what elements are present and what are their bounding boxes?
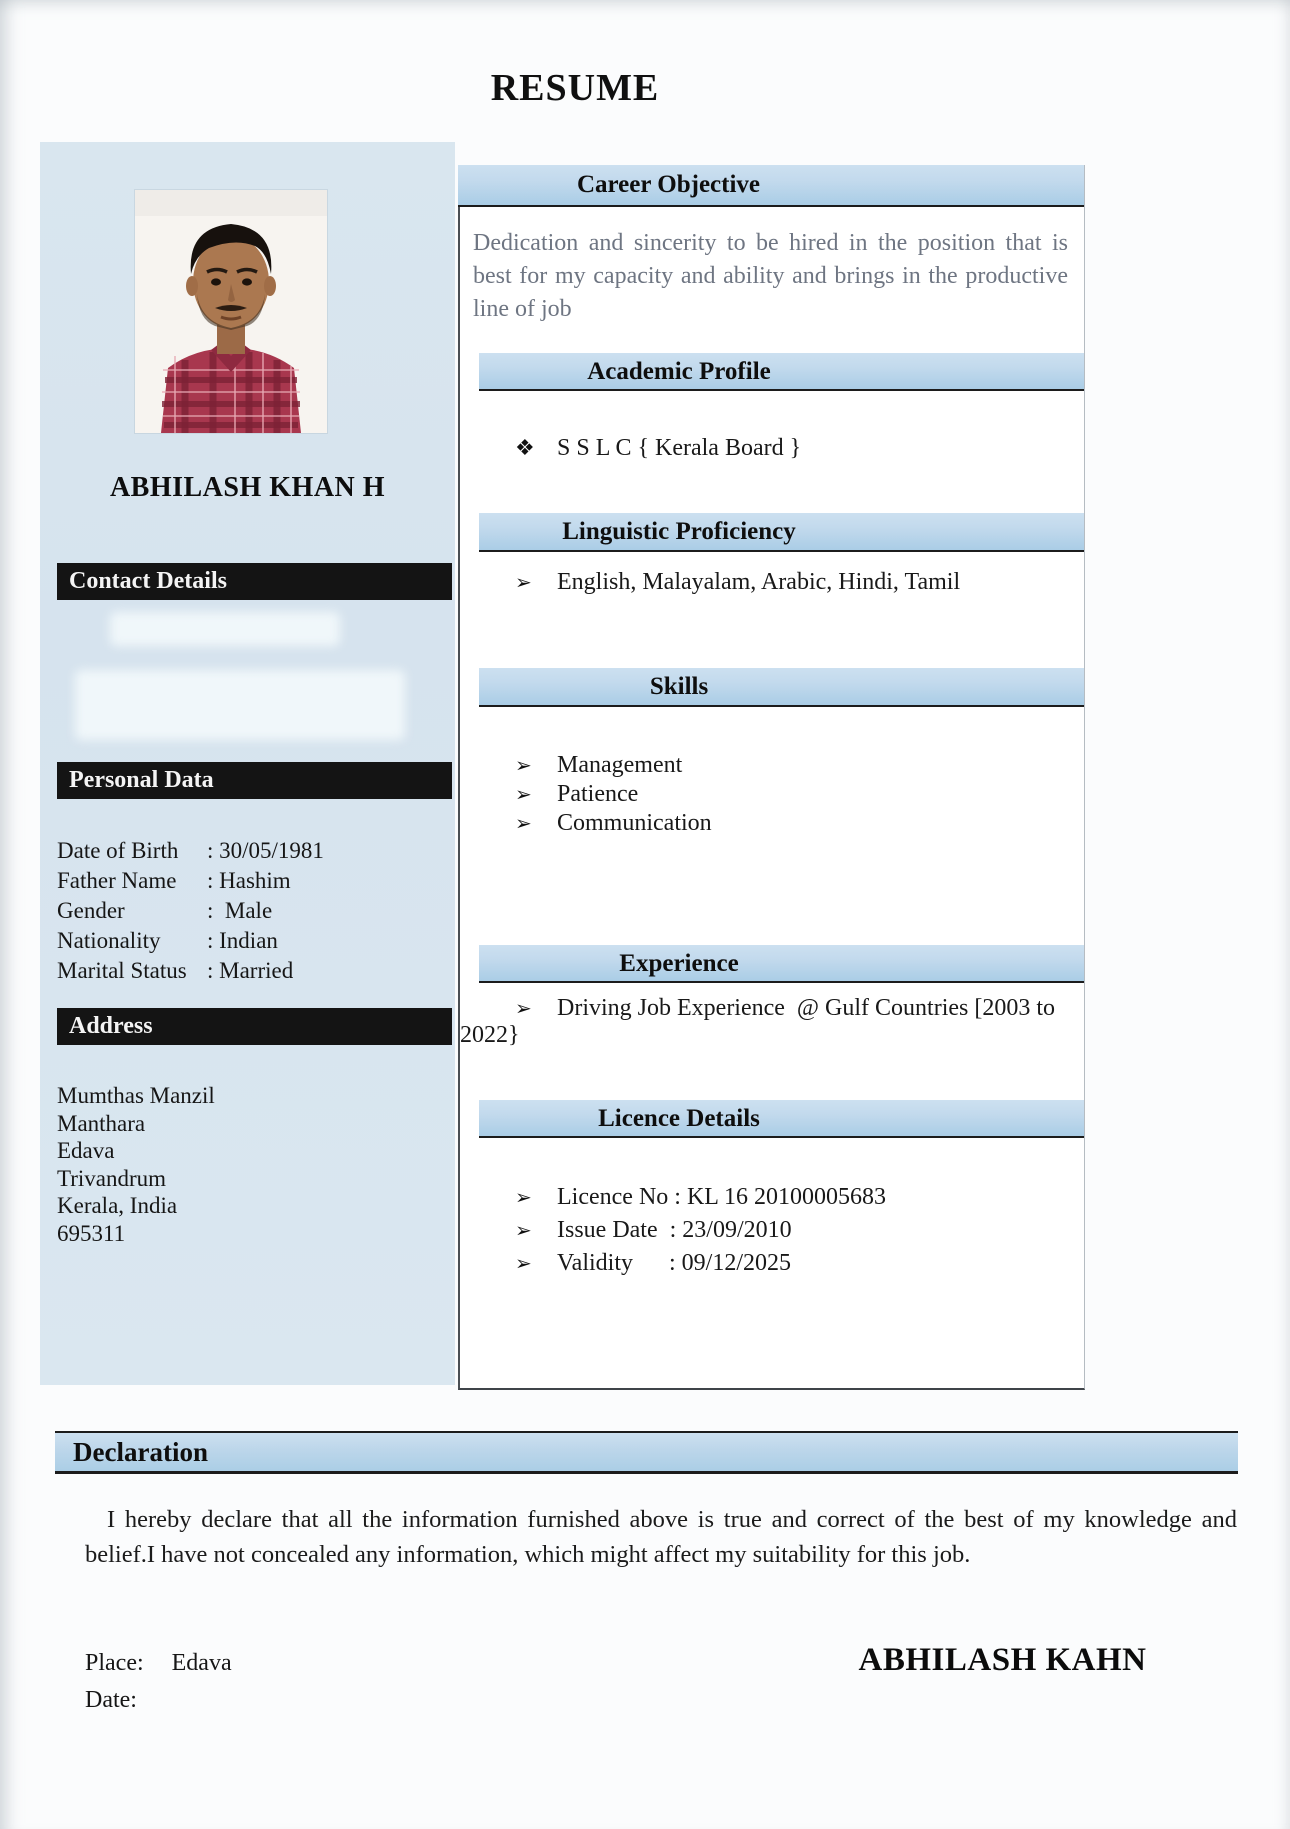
- field-label: Date of Birth: [57, 838, 179, 863]
- field-label: Marital Status: [57, 958, 187, 983]
- field-value: : Male: [207, 898, 273, 923]
- list-item: [460, 780, 1084, 809]
- section-header-academic-profile: Academic Profile: [479, 353, 1084, 391]
- arrow-bullet-icon: ➢: [515, 996, 532, 1020]
- place-date-block: [85, 1645, 232, 1719]
- signature-name: ABHILASH KAHN: [858, 1642, 1147, 1678]
- list-item-text: Validity : 09/12/2025: [557, 1250, 791, 1276]
- address-line: Edava: [57, 1138, 115, 1163]
- sidebar: [40, 142, 455, 1385]
- arrow-bullet-icon: ➢: [515, 570, 532, 594]
- arrow-bullet-icon: ➢: [515, 1218, 532, 1242]
- address-line: 695311: [57, 1220, 126, 1246]
- list-item-text: Communication: [557, 810, 712, 836]
- date-label: Date:: [85, 1687, 137, 1713]
- contact-details-header: Contact Details: [57, 563, 452, 600]
- field-value: : Married: [207, 958, 294, 983]
- list-item: [460, 995, 1084, 1049]
- experience-list: [460, 995, 1084, 1049]
- list-item: [460, 1247, 1084, 1280]
- licence-details-list: [460, 1181, 1084, 1280]
- personal-data-list: [57, 836, 447, 986]
- personal-data-header: Personal Data: [57, 762, 452, 799]
- list-item: [460, 809, 1084, 838]
- address-line: Kerala, India: [57, 1193, 178, 1218]
- page-title: RESUME: [490, 67, 660, 109]
- list-item-text: S S L C { Kerala Board }: [557, 435, 802, 461]
- redacted-contact-info: [110, 612, 340, 646]
- list-item: [460, 569, 1084, 596]
- address-line: Manthara: [57, 1110, 146, 1136]
- field-label: Nationality: [57, 928, 161, 953]
- place-label: Place:: [85, 1650, 144, 1676]
- address-line: Mumthas Manzil: [57, 1083, 215, 1108]
- address-line: Trivandrum: [57, 1165, 167, 1191]
- place-row: [85, 1645, 232, 1682]
- arrow-bullet-icon: ➢: [515, 1185, 532, 1209]
- list-item-text: Patience: [557, 781, 639, 807]
- section-header-experience: Experience: [479, 945, 1084, 983]
- skills-list: [460, 751, 1084, 838]
- portrait-illustration: [135, 190, 327, 433]
- list-item: [460, 1181, 1084, 1214]
- candidate-name: ABHILASH KHAN H: [109, 472, 386, 503]
- list-item: [460, 751, 1084, 780]
- personal-data-row: [57, 836, 447, 866]
- profile-photo: [135, 190, 327, 433]
- section-header-licence-details: Licence Details: [479, 1100, 1084, 1138]
- field-value: : 30/05/1981: [207, 838, 324, 863]
- main-column: [458, 165, 1085, 1390]
- field-label: Gender: [57, 898, 125, 923]
- section-header-declaration: Declaration: [55, 1431, 1238, 1474]
- personal-data-row: [57, 956, 447, 986]
- list-item-text: Management: [557, 752, 683, 778]
- arrow-bullet-icon: ➢: [515, 782, 532, 806]
- list-item: [460, 1214, 1084, 1247]
- field-value: : Hashim: [207, 868, 291, 893]
- address-block: [57, 1082, 437, 1247]
- career-objective-text: Dedication and sincerity to be hired in the position that is best for my capacity and ability and brings in the productive line of job: [473, 230, 1068, 322]
- list-item: [460, 435, 1084, 462]
- personal-data-row: [57, 896, 447, 926]
- field-label: Father Name: [57, 868, 177, 893]
- academic-profile-list: [460, 435, 1084, 462]
- list-item-text: Issue Date : 23/09/2010: [557, 1217, 792, 1243]
- place-value: Edava: [171, 1650, 232, 1676]
- address-header: Address: [57, 1008, 452, 1045]
- personal-data-row: [57, 926, 447, 956]
- section-header-skills: Skills: [479, 668, 1084, 707]
- arrow-bullet-icon: ➢: [515, 811, 532, 835]
- date-row: [85, 1682, 232, 1719]
- personal-data-row: [57, 866, 447, 896]
- redacted-contact-info: [75, 670, 405, 740]
- list-item-text: English, Malayalam, Arabic, Hindi, Tamil: [557, 569, 961, 595]
- linguistic-proficiency-list: [460, 569, 1084, 596]
- arrow-bullet-icon: ➢: [515, 1251, 532, 1275]
- arrow-bullet-icon: ➢: [515, 753, 532, 777]
- list-item-text: Licence No : KL 16 20100005683: [557, 1184, 887, 1210]
- list-item-text: Driving Job Experience @ Gulf Countries [2003 to 2022}: [460, 995, 1062, 1048]
- section-header-career-objective: Career Objective: [458, 165, 1084, 207]
- field-value: : Indian: [207, 928, 278, 953]
- section-header-linguistic-proficiency: Linguistic Proficiency: [479, 513, 1084, 552]
- diamond-bullet-icon: ❖: [515, 436, 535, 461]
- declaration-text: I hereby declare that all the information furnished above is true and correct of the best of my knowledge and belief.I have not concealed any information, which might affect my suitability for this job.: [85, 1506, 1237, 1568]
